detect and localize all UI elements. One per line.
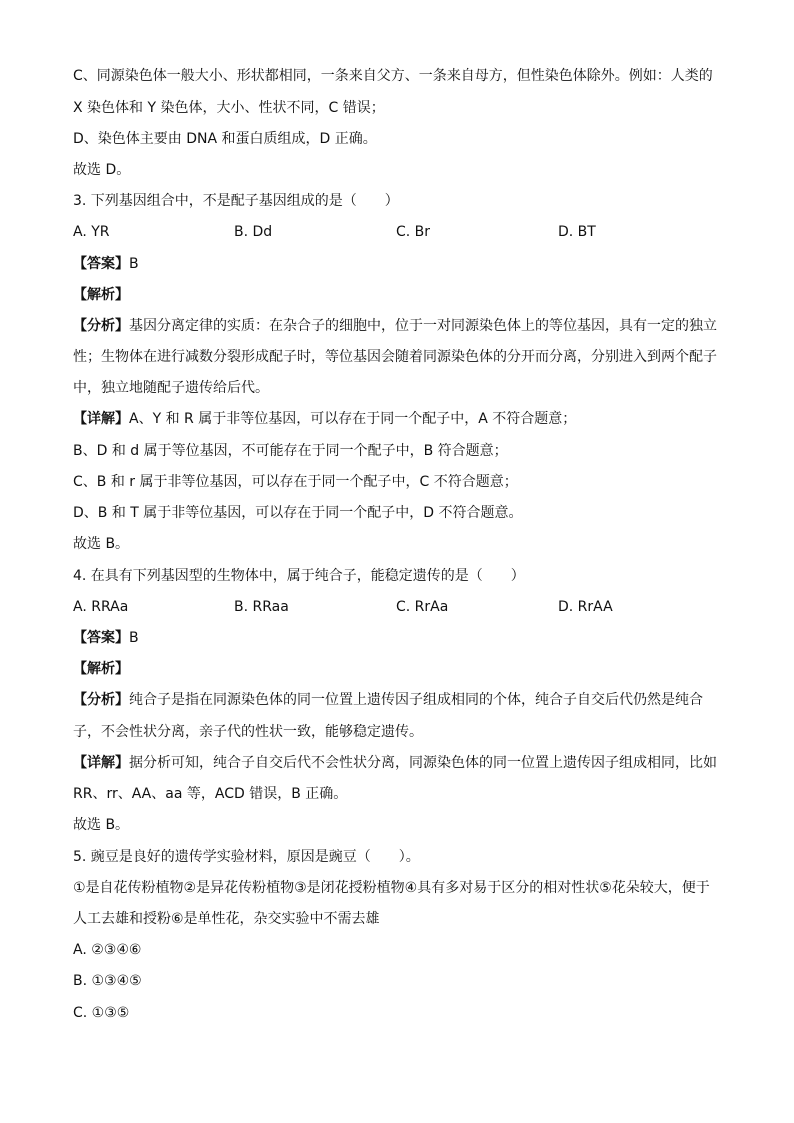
q4-answer (73, 628, 139, 648)
q4-stem: 4. 在具有下列基因型的生物体中，属于纯合子，能稳定遗传的是（ ） (73, 568, 525, 584)
q4-analysis-line-1 (73, 690, 703, 710)
q3-detail-line-c: C、B 和 r 属于非等位基因，可以存在于同一个配子中，C 不符合题意； (73, 474, 518, 490)
q3-choose: 故选 B。 (73, 536, 130, 552)
q3-answer-value: B (129, 256, 139, 272)
q3-option-c: C. Br (396, 224, 431, 240)
q4-detail-line-1 (73, 753, 717, 773)
q3-answer-tag: 【答案】 (73, 256, 129, 272)
prev-option-d-line: D、染色体主要由 DNA 和蛋白质组成，D 正确。 (73, 131, 377, 147)
q3-analysis-text-1: 基因分离定律的实质：在杂合子的细胞中，位于一对同源染色体上的等位基因，具有一定的独立 (129, 318, 717, 334)
q4-analysis-line-2: 子，不会性状分离，亲子代的性状一致，能够稳定遗传。 (73, 724, 423, 740)
q3-stem: 3. 下列基因组合中，不是配子基因组成的是（ ） (73, 193, 399, 209)
q3-detail-line-b: B、D 和 d 属于等位基因，不可能存在于同一个配子中，B 符合题意； (73, 443, 508, 459)
prev-option-c-line-1: C、同源染色体一般大小、形状都相同，一条来自父方、一条来自母方，但性染色体除外。例如：人类的 (73, 68, 713, 84)
q5-option-a: A. ②③④⑥ (73, 942, 142, 958)
q4-option-c: C. RrAa (396, 599, 449, 615)
q4-detail-text-1: 据分析可知，纯合子自交后代不会性状分离，同源染色体的同一位置上遗传因子组成相同，比如 (129, 755, 717, 771)
q3-detail-text-a: A、Y 和 R 属于非等位基因，可以存在于同一个配子中，A 不符合题意； (129, 411, 577, 427)
q4-option-a: A. RRAa (73, 599, 129, 615)
q4-jiexi-tag: 【解析】 (73, 661, 129, 677)
q4-detail-line-2: RR、rr、AA、aa 等，ACD 错误，B 正确。 (73, 786, 348, 802)
q3-option-a: A. YR (73, 224, 110, 240)
q3-detail-tag: 【详解】 (73, 411, 129, 427)
q3-analysis-line-1 (73, 316, 717, 336)
q4-analysis-text-1: 纯合子是指在同源染色体的同一位置上遗传因子组成相同的个体，纯合子自交后代仍然是纯合 (129, 692, 703, 708)
q4-analysis-tag: 【分析】 (73, 692, 129, 708)
q4-choose: 故选 B。 (73, 817, 130, 833)
q4-answer-value: B (129, 630, 139, 646)
q3-analysis-tag: 【分析】 (73, 318, 129, 334)
q3-analysis-line-3: 中，独立地随配子遗传给后代。 (73, 380, 269, 396)
q5-stem: 5. 豌豆是良好的遗传学实验材料，原因是豌豆（ ）。 (73, 849, 420, 865)
q4-option-d: D. RrAA (558, 599, 613, 615)
q3-jiexi-tag: 【解析】 (73, 287, 129, 303)
q5-option-c: C. ①③⑤ (73, 1005, 130, 1021)
q3-answer (73, 254, 139, 274)
q3-detail-line-d: D、B 和 T 属于非等位基因，可以存在于同一个配子中，D 不符合题意。 (73, 505, 523, 521)
prev-option-c-line-2: X 染色体和 Y 染色体，大小、性状不同，C 错误； (73, 100, 385, 116)
q3-option-d: D. BT (558, 224, 596, 240)
q5-items-line-1: ①是自花传粉植物②是异花传粉植物③是闭花授粉植物④具有多对易于区分的相对性状⑤花朵较大，便于 (73, 880, 710, 896)
q3-option-b: B. Dd (234, 224, 273, 240)
q4-option-b: B. RRaa (234, 599, 289, 615)
q4-detail-tag: 【详解】 (73, 755, 129, 771)
q3-analysis-line-2: 性；生物体在进行减数分裂形成配子时，等位基因会随着同源染色体的分开而分离，分别进入到两个配子 (73, 349, 717, 365)
prev-choose: 故选 D。 (73, 162, 131, 178)
q5-items-line-2: 人工去雄和授粉⑥是单性花，杂交实验中不需去雄 (73, 911, 380, 927)
q3-detail-line-a (73, 409, 576, 429)
q4-answer-tag: 【答案】 (73, 630, 129, 646)
q5-option-b: B. ①③④⑤ (73, 973, 142, 989)
